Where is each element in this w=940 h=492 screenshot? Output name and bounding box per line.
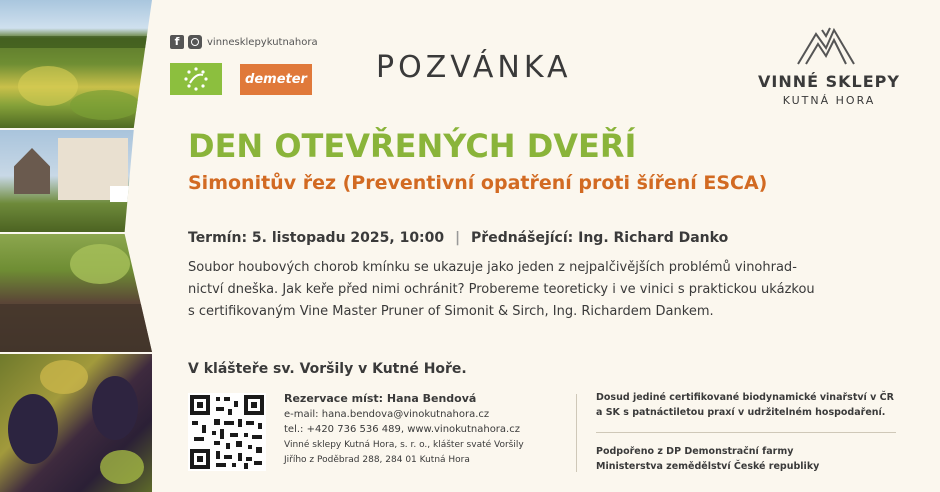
note-line: Podpořeno z DP Demonstrační farmy bbox=[596, 446, 794, 457]
brand-name: VINNÉ SKLEPY bbox=[758, 72, 900, 91]
contact-phone[interactable]: tel.: +420 736 536 489, www.vinokutnahora.cz bbox=[284, 424, 520, 435]
monastery-photo bbox=[0, 130, 152, 232]
social-handle[interactable]: vinnesklepykutnahora bbox=[207, 37, 318, 48]
mountain-logo-icon bbox=[796, 26, 856, 70]
event-description bbox=[188, 257, 918, 323]
page-title: POZVÁNKA bbox=[376, 50, 572, 85]
eu-organic-logo bbox=[170, 63, 222, 95]
divider bbox=[576, 394, 577, 472]
event-location: V klášteře sv. Voršily v Kutné Hoře. bbox=[188, 361, 467, 377]
description-line: Soubor houbových chorob kmínku se ukazuje jako jeden z nejpalčivějších problémů vinohrad- bbox=[188, 260, 797, 275]
note-line: Dosud jediné certifikované biodynamické vinařství v ČR bbox=[596, 392, 894, 403]
contact-email[interactable]: e-mail: hana.bendova@vinokutnahora.cz bbox=[284, 408, 490, 420]
contact-block bbox=[284, 391, 524, 469]
grapes-photo bbox=[0, 354, 152, 492]
event-title: DEN OTEVŘENÝCH DVEŘÍ bbox=[188, 127, 637, 165]
note-line: a SK s patnáctiletou praxí v udržitelném hospodaření. bbox=[596, 407, 886, 418]
company-address: Jiřího z Poděbrad 288, 284 01 Kutná Hora bbox=[284, 455, 470, 465]
reservation-contact: Rezervace míst: Hana Bendová bbox=[284, 392, 477, 405]
description-line: nictví dneška. Jak keře před nimi ochránit? Probereme teoreticky i ve vinici s praktickou ukázkou bbox=[188, 282, 815, 297]
lecturer-label: Přednášející: bbox=[471, 230, 574, 246]
vine-roots-photo bbox=[0, 234, 152, 352]
certification-note bbox=[596, 390, 894, 420]
brand-city: KUTNÁ HORA bbox=[782, 94, 876, 107]
separator: | bbox=[455, 230, 461, 246]
note-line: Ministerstva zemědělství České republiky bbox=[596, 461, 820, 472]
vineyard-photo bbox=[0, 0, 152, 128]
demeter-logo: demeter bbox=[240, 64, 312, 95]
instagram-icon[interactable] bbox=[188, 35, 202, 49]
lecturer-name: Ing. Richard Danko bbox=[578, 230, 729, 246]
company-name: Vinné sklepy Kutná Hora, s. r. o., klášter svaté Voršily bbox=[284, 439, 524, 450]
facebook-icon[interactable]: f bbox=[170, 35, 184, 49]
qr-code[interactable] bbox=[188, 393, 266, 471]
term-line bbox=[188, 228, 728, 248]
description-line: s certifikovaným Vine Master Pruner of Simonit & Sirch, Ing. Richardem Dankem. bbox=[188, 304, 714, 319]
support-note bbox=[596, 444, 819, 474]
divider bbox=[596, 432, 896, 433]
event-term: Termín: 5. listopadu 2025, 10:00 bbox=[188, 230, 445, 246]
event-subtitle: Simonitův řez (Preventivní opatření proti šíření ESCA) bbox=[188, 172, 768, 194]
